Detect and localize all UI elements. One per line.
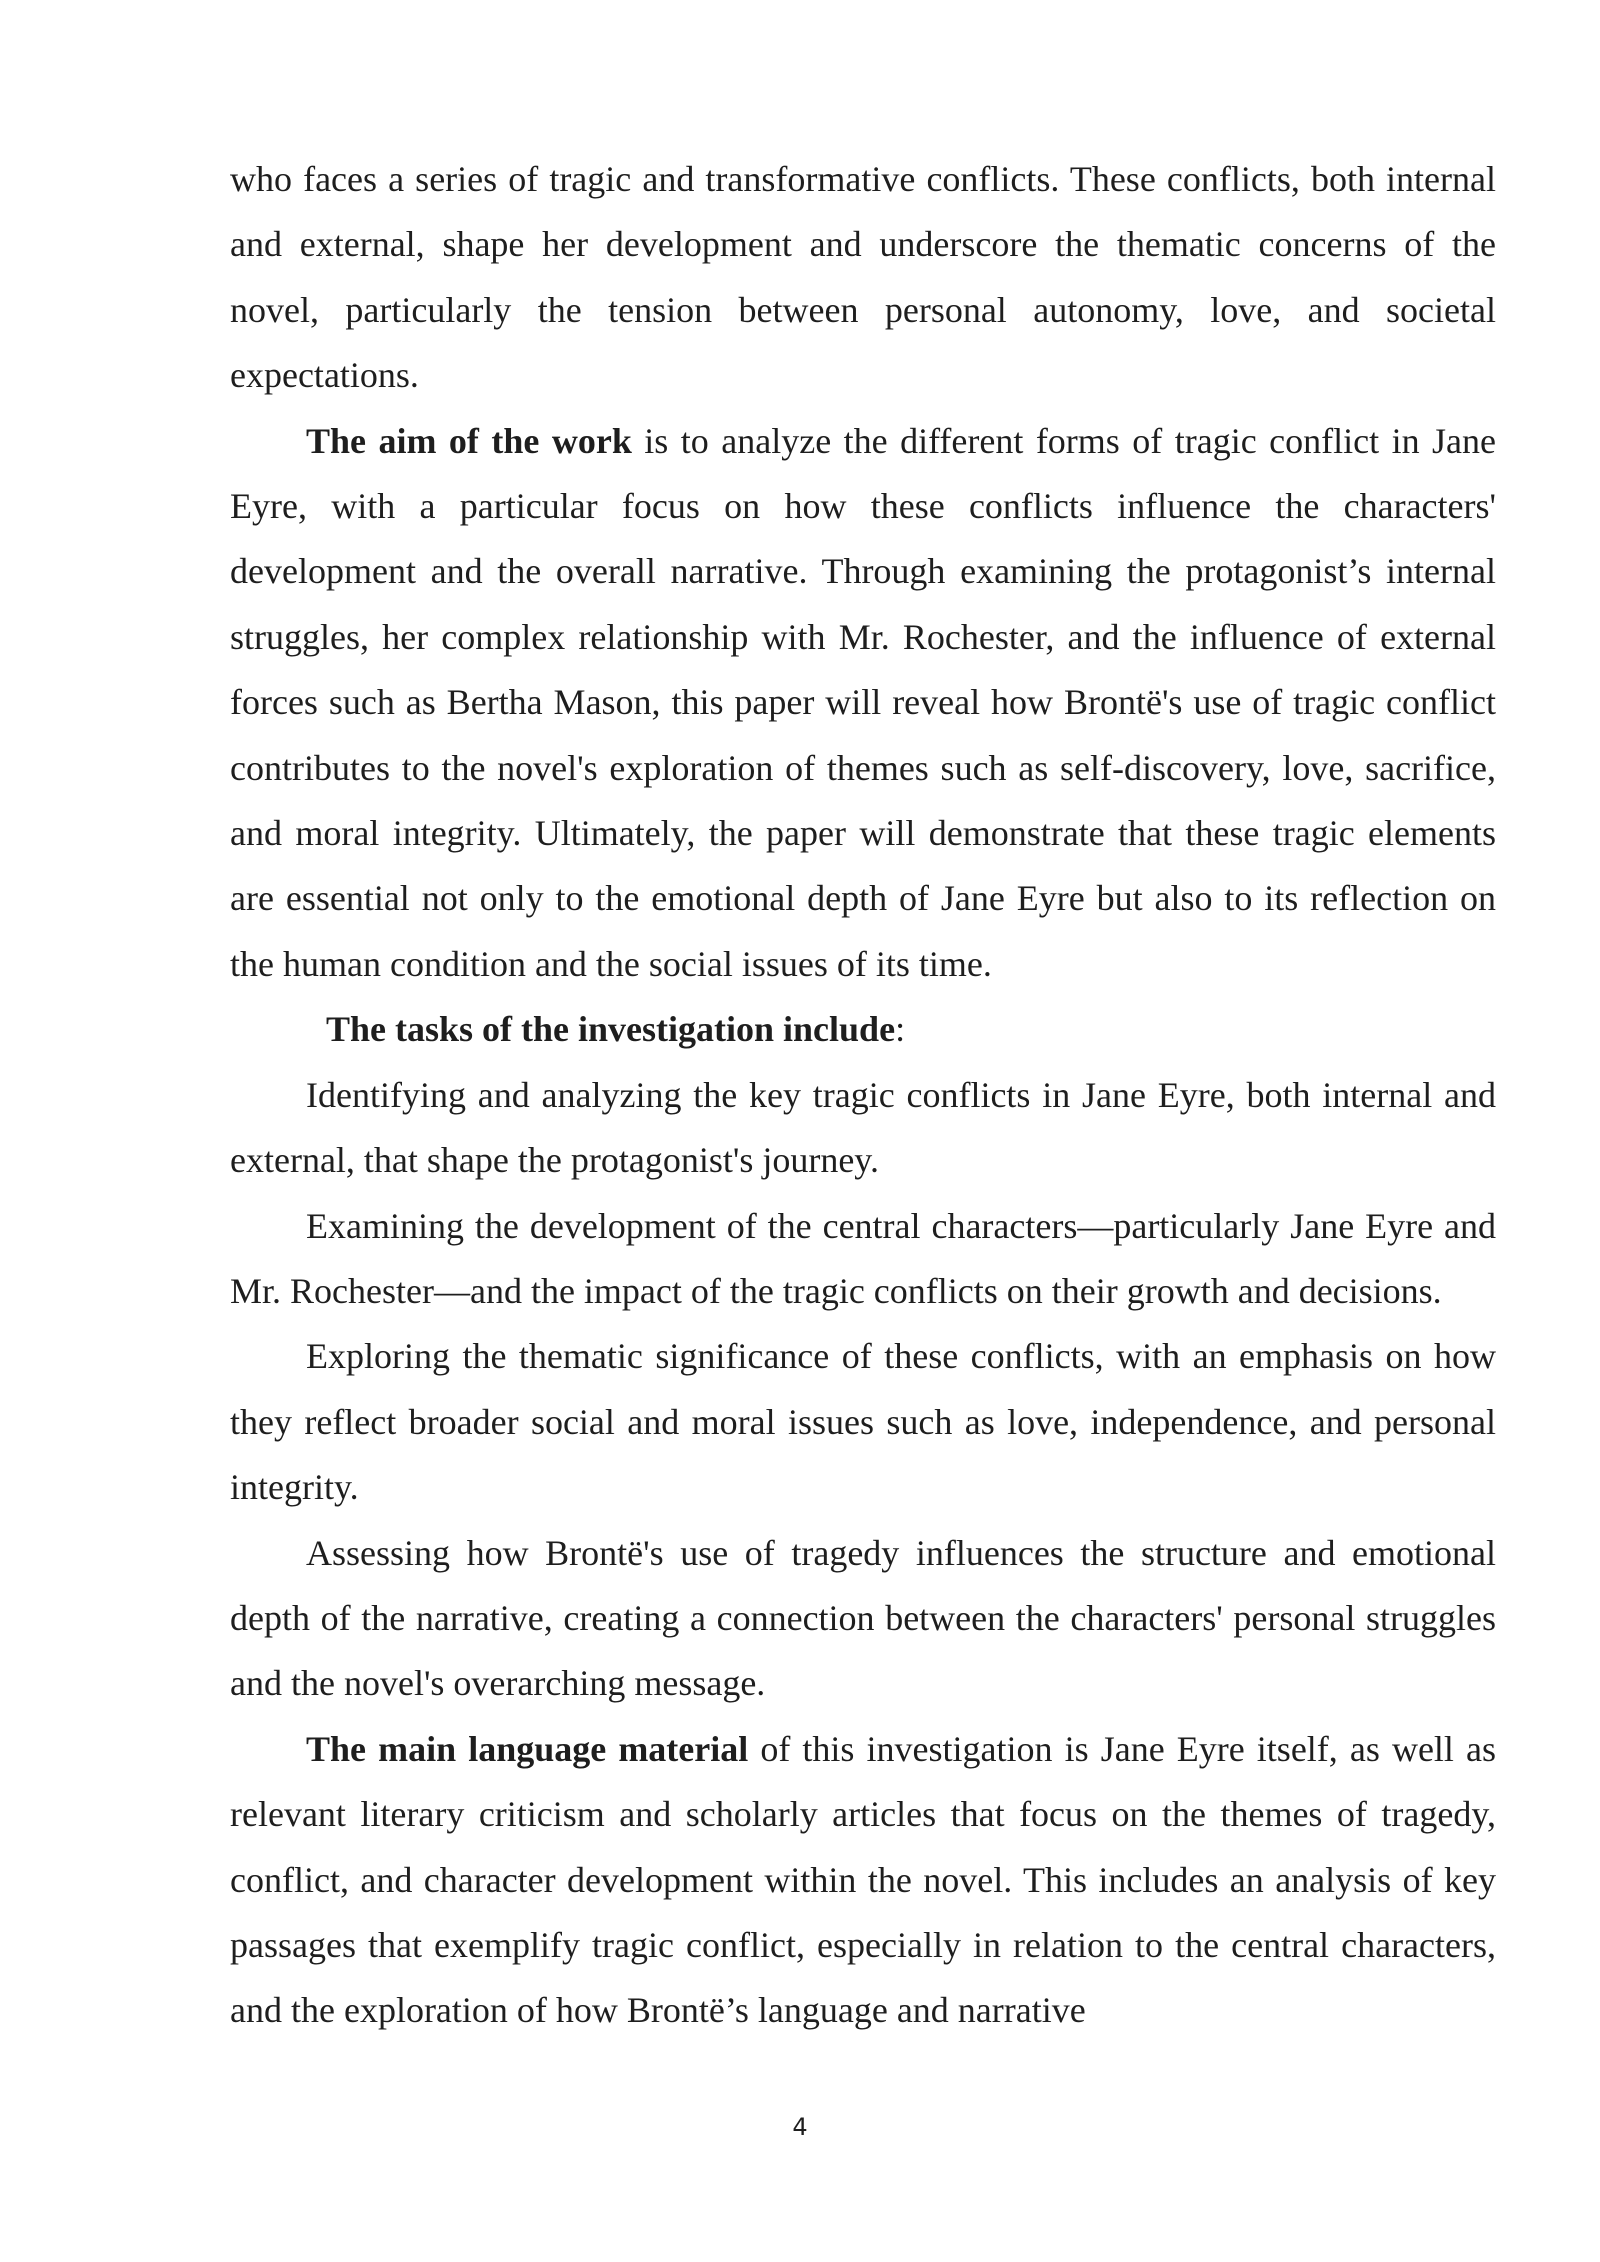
aim-text: is to analyze the different forms of tragic conflict in Jane Eyre, with a particular focus on how these conflicts influence the characters' development and the overall narrative. Through examining the protagonist’s internal struggles, her complex relationship with Mr. Rochester, and the influence of external forces such as Bertha Mason, this paper will reveal how Brontë's use of tragic conflict contributes to the novel's exploration of themes such as self-discovery, love, sacrifice, and moral integrity. Ultimately, the paper will demonstrate that these tragic elements are essential not only to the emotional depth of Jane Eyre but also to its reflection on the human condition and the social issues of its time. <box>230 420 1496 984</box>
tasks-heading <box>230 997 1496 1062</box>
paragraph-task-4: Assessing how Brontë's use of tragedy influences the structure and emotional depth of the narrative, creating a connection between the characters' personal struggles and the novel's overarching message. <box>230 1532 1496 1704</box>
paragraph-intro-tail: who faces a series of tragic and transformative conflicts. These conflicts, both internal and external, shape her development and underscore the thematic concerns of the novel, particularly the tension between personal autonomy, love, and societal expectations. <box>230 159 1496 396</box>
paragraph-aim <box>230 409 1496 998</box>
material-text: of this investigation is Jane Eyre itself, as well as relevant literary criticism and scholarly articles that focus on the themes of tragedy, conflict, and character development within the novel. This includes an analysis of key passages that exemplify tragic conflict, especially in relation to the central characters, and the exploration of how Brontë’s language and narrative <box>230 1728 1497 2031</box>
body-text <box>230 147 1496 2044</box>
tasks-heading-lead: The tasks of the investigation include <box>326 1009 896 1050</box>
paragraph-task-3: Exploring the thematic significance of these conflicts, with an emphasis on how they reflect broader social and moral issues such as love, independence, and personal integrity. <box>230 1336 1496 1508</box>
page-number: 4 <box>792 2113 808 2141</box>
tasks-heading-colon: : <box>895 1009 906 1050</box>
aim-lead: The aim of the work <box>306 420 632 461</box>
paragraph-material <box>230 1717 1496 2044</box>
material-lead: The main language material <box>306 1728 749 1769</box>
paragraph-task-2: Examining the development of the central characters—particularly Jane Eyre and Mr. Rochester—and the impact of the tragic conflicts on their growth and decisions. <box>230 1205 1496 1311</box>
paragraph-task-1: Identifying and analyzing the key tragic conflicts in Jane Eyre, both internal and external, that shape the protagonist's journey. <box>230 1074 1496 1181</box>
